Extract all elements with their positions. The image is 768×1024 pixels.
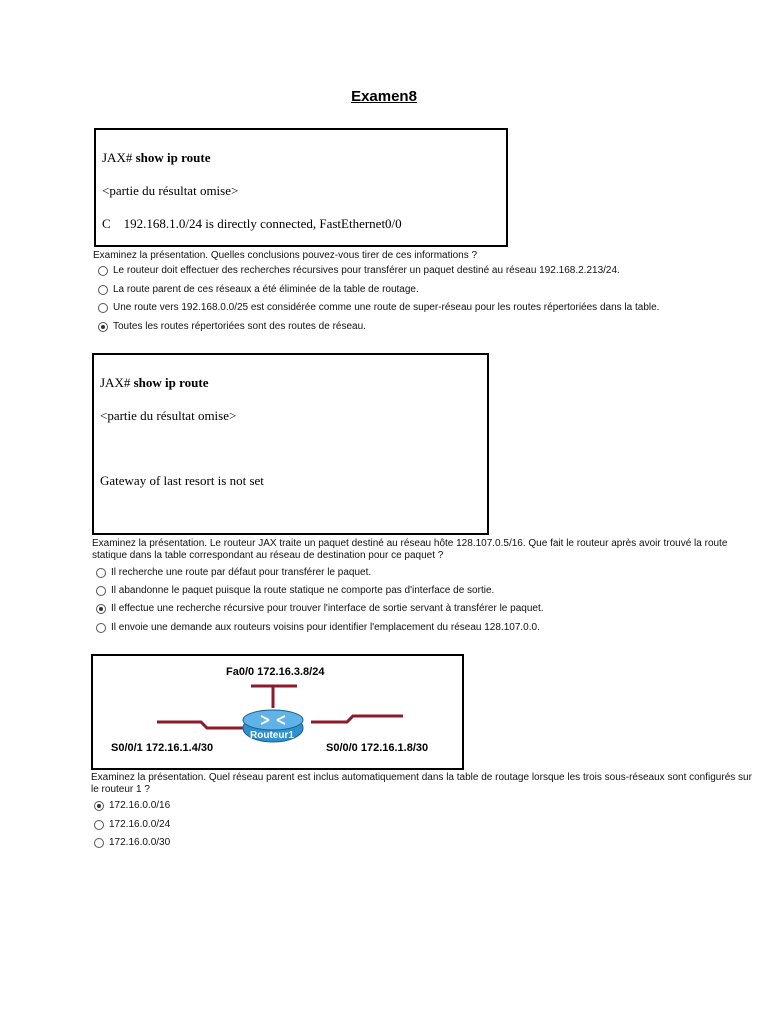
radio-button-selected[interactable]	[96, 604, 106, 614]
answer-label: Toutes les routes répertoriées sont des routes de réseau.	[113, 321, 366, 332]
page-title: Examen8	[351, 88, 417, 105]
answer-label: Il envoie une demande aux routeurs voisins pour identifier l'emplacement du réseau 128.107.0.0.	[111, 622, 540, 633]
radio-button[interactable]	[98, 266, 108, 276]
cli-command: show ip route	[133, 374, 209, 390]
radio-button-selected[interactable]	[94, 801, 104, 811]
fa0-interface-label: Fa0/0 172.16.3.8/24	[226, 666, 325, 678]
answer-label: Une route vers 192.168.0.0/25 est considérée comme une route de super-réseau pour les routes répertoriées dans la table.	[113, 302, 660, 313]
cli-prompt: JAX#	[102, 149, 136, 165]
answer-option[interactable]	[94, 836, 170, 850]
fastethernet-link	[251, 686, 297, 708]
radio-button[interactable]	[96, 623, 106, 633]
radio-button[interactable]	[94, 838, 104, 848]
radio-button[interactable]	[96, 568, 106, 578]
answer-label: 172.16.0.0/24	[109, 819, 171, 830]
s0-0-0-interface-label: S0/0/0 172.16.1.8/30	[326, 742, 429, 754]
answer-option[interactable]	[96, 584, 494, 598]
serial-link-left	[157, 722, 243, 728]
answer-label: Il effectue une recherche récursive pour trouver l'interface de sortie servant à transférer le paquet.	[111, 603, 544, 614]
serial-link-right	[311, 716, 403, 722]
cli-omitted-note: <partie du résultat omise>	[102, 182, 239, 198]
question-2-text: Examinez la présentation. Le routeur JAX traite un paquet destiné au réseau hôte 128.107.0.5/16. Que fait le routeur après avoir trouvé la route statique dans la table correspondant au réseau de destination pour ce paquet ?	[92, 538, 728, 561]
cli-output-box-1	[94, 128, 508, 247]
answer-option[interactable]	[98, 301, 659, 315]
s0-0-1-interface-label: S0/0/1 172.16.1.4/30	[111, 742, 214, 754]
answer-option[interactable]	[96, 566, 371, 580]
radio-button[interactable]	[96, 586, 106, 596]
cli-command: show ip route	[135, 149, 211, 165]
answer-option[interactable]	[94, 818, 170, 832]
router-label: Routeur1	[250, 730, 294, 741]
answer-label: Le routeur doit effectuer des recherches récursives pour transférer un paquet destiné au réseau 192.168.2.213/24.	[113, 265, 620, 276]
answer-option[interactable]	[96, 621, 540, 635]
answer-label: 172.16.0.0/16	[109, 800, 171, 811]
answer-label: La route parent de ces réseaux a été éliminée de la table de routage.	[113, 284, 419, 295]
answer-label: 172.16.0.0/30	[109, 837, 171, 848]
radio-button[interactable]	[98, 285, 108, 295]
question-3-text: Examinez la présentation. Quel réseau parent est inclus automatiquement dans la table de routage lorsque les trois sous-réseaux sont configurés sur le routeur 1 ?	[91, 772, 752, 795]
answer-option[interactable]	[98, 264, 620, 278]
question-1-text: Examinez la présentation. Quelles conclusions pouvez-vous tirer de ces informations ?	[93, 250, 478, 261]
radio-button[interactable]	[94, 820, 104, 830]
answer-option[interactable]	[98, 283, 419, 297]
radio-button-selected[interactable]	[98, 322, 108, 332]
answer-label: Il abandonne le paquet puisque la route statique ne comporte pas d'interface de sortie.	[111, 585, 495, 596]
radio-button[interactable]	[98, 303, 108, 313]
answer-option[interactable]	[94, 799, 170, 813]
network-diagram	[91, 654, 464, 770]
cli-gateway-line: Gateway of last resort is not set	[100, 473, 264, 488]
answer-label: Il recherche une route par défaut pour transférer le paquet.	[111, 567, 372, 578]
cli-omitted-note: <partie du résultat omise>	[100, 407, 237, 423]
cli-output-box-2	[92, 353, 489, 535]
answer-option[interactable]	[98, 320, 366, 334]
answer-option[interactable]	[96, 602, 544, 616]
route-line: C 192.168.1.0/24 is directly connected, FastEthernet0/0	[102, 215, 402, 231]
cli-prompt: JAX#	[100, 374, 134, 390]
